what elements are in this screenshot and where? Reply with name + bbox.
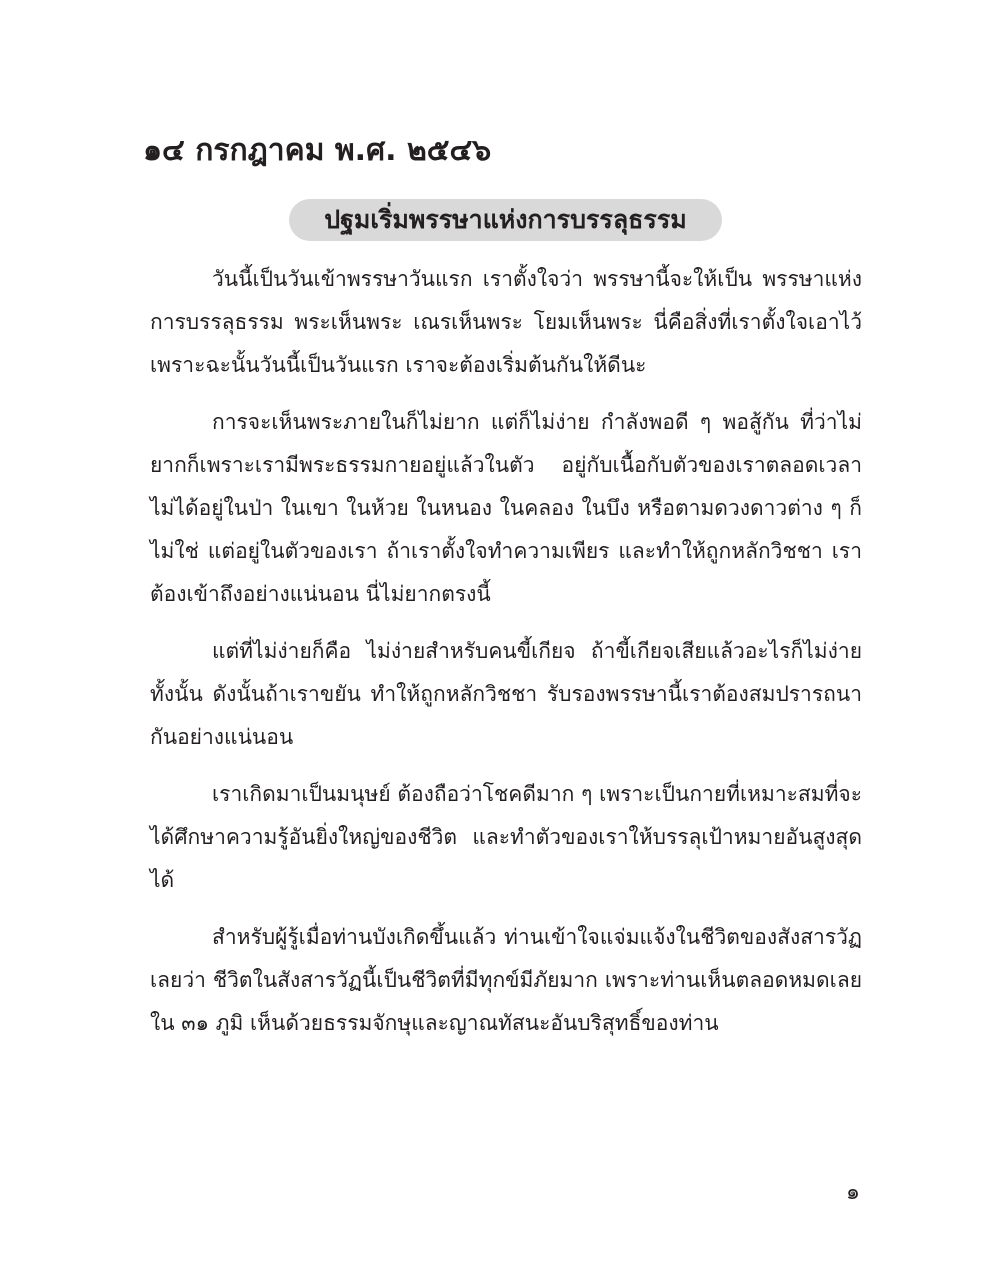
date-heading: ๑๔ กรกฎาคม พ.ศ. ๒๕๔๖ bbox=[143, 133, 492, 168]
paragraph-2: การจะเห็นพระภายในก็ไม่ยาก แต่ก็ไม่ง่าย กำลังพอดี ๆ พอสู้กัน ที่ว่าไม่ยากก็เพราะเรามีพระธรรมกายอยู่แล้วในตัว อยู่กับเนื้อกับตัวของเราตลอดเวลา ไม่ได้อยู่ในป่า ในเขา ในห้วย ในหนอง ในคลอง ในบึง หรือตามดวงดาวต่าง ๆ ก็ไม่ใช่ แต่อยู่ในตัวของเรา ถ้าเราตั้งใจทำความเพียร และทำให้ถูกหลักวิชชา เราต้องเข้าถึงอย่างแน่นอน นี่ไม่ยากตรงนี้ bbox=[150, 410, 862, 606]
page-number: ๑ bbox=[846, 1180, 860, 1205]
paragraph-1: วันนี้เป็นวันเข้าพรรษาวันแรก เราตั้งใจว่า พรรษานี้จะให้เป็น พรรษาแห่งการบรรลุธรรม พระเห็นพระ เณรเห็นพระ โยมเห็นพระ นี่คือสิ่งที่เราตั้งใจเอาไว้ เพราะฉะนั้นวันนี้เป็นวันแรก เราจะต้องเริ่มต้นกันให้ดีนะ bbox=[150, 267, 862, 377]
paragraph-3: แต่ที่ไม่ง่ายก็คือ ไม่ง่ายสำหรับคนขี้เกียจ ถ้าขี้เกียจเสียแล้วอะไรก็ไม่ง่ายทั้งนั้น ดังนั้นถ้าเราขยัน ทำให้ถูกหลักวิชชา รับรองพรรษานี้เราต้องสมปรารถนากันอย่างแน่นอน bbox=[150, 639, 862, 749]
section-title: ปฐมเริ่มพรรษาแห่งการบรรลุธรรม bbox=[324, 205, 687, 234]
body-text bbox=[150, 258, 862, 1059]
paragraph-4: เราเกิดมาเป็นมนุษย์ ต้องถือว่าโชคดีมาก ๆ เพราะเป็นกายที่เหมาะสมที่จะได้ศึกษาความรู้อันยิ่งใหญ่ของชีวิต และทำตัวของเราให้บรรลุเป้าหมายอันสูงสุดได้ bbox=[150, 782, 862, 892]
paragraph-5: สำหรับผู้รู้เมื่อท่านบังเกิดขึ้นแล้ว ท่านเข้าใจแจ่มแจ้งในชีวิตของสังสารวัฏเลยว่า ชีวิตในสังสารวัฏนี้เป็นชีวิตที่มีทุกข์มีภัยมาก เพราะท่านเห็นตลอดหมดเลยใน ๓๑ ภูมิ เห็นด้วยธรรมจักษุและญาณทัสนะอันบริสุทธิ์ของท่าน bbox=[150, 925, 862, 1035]
